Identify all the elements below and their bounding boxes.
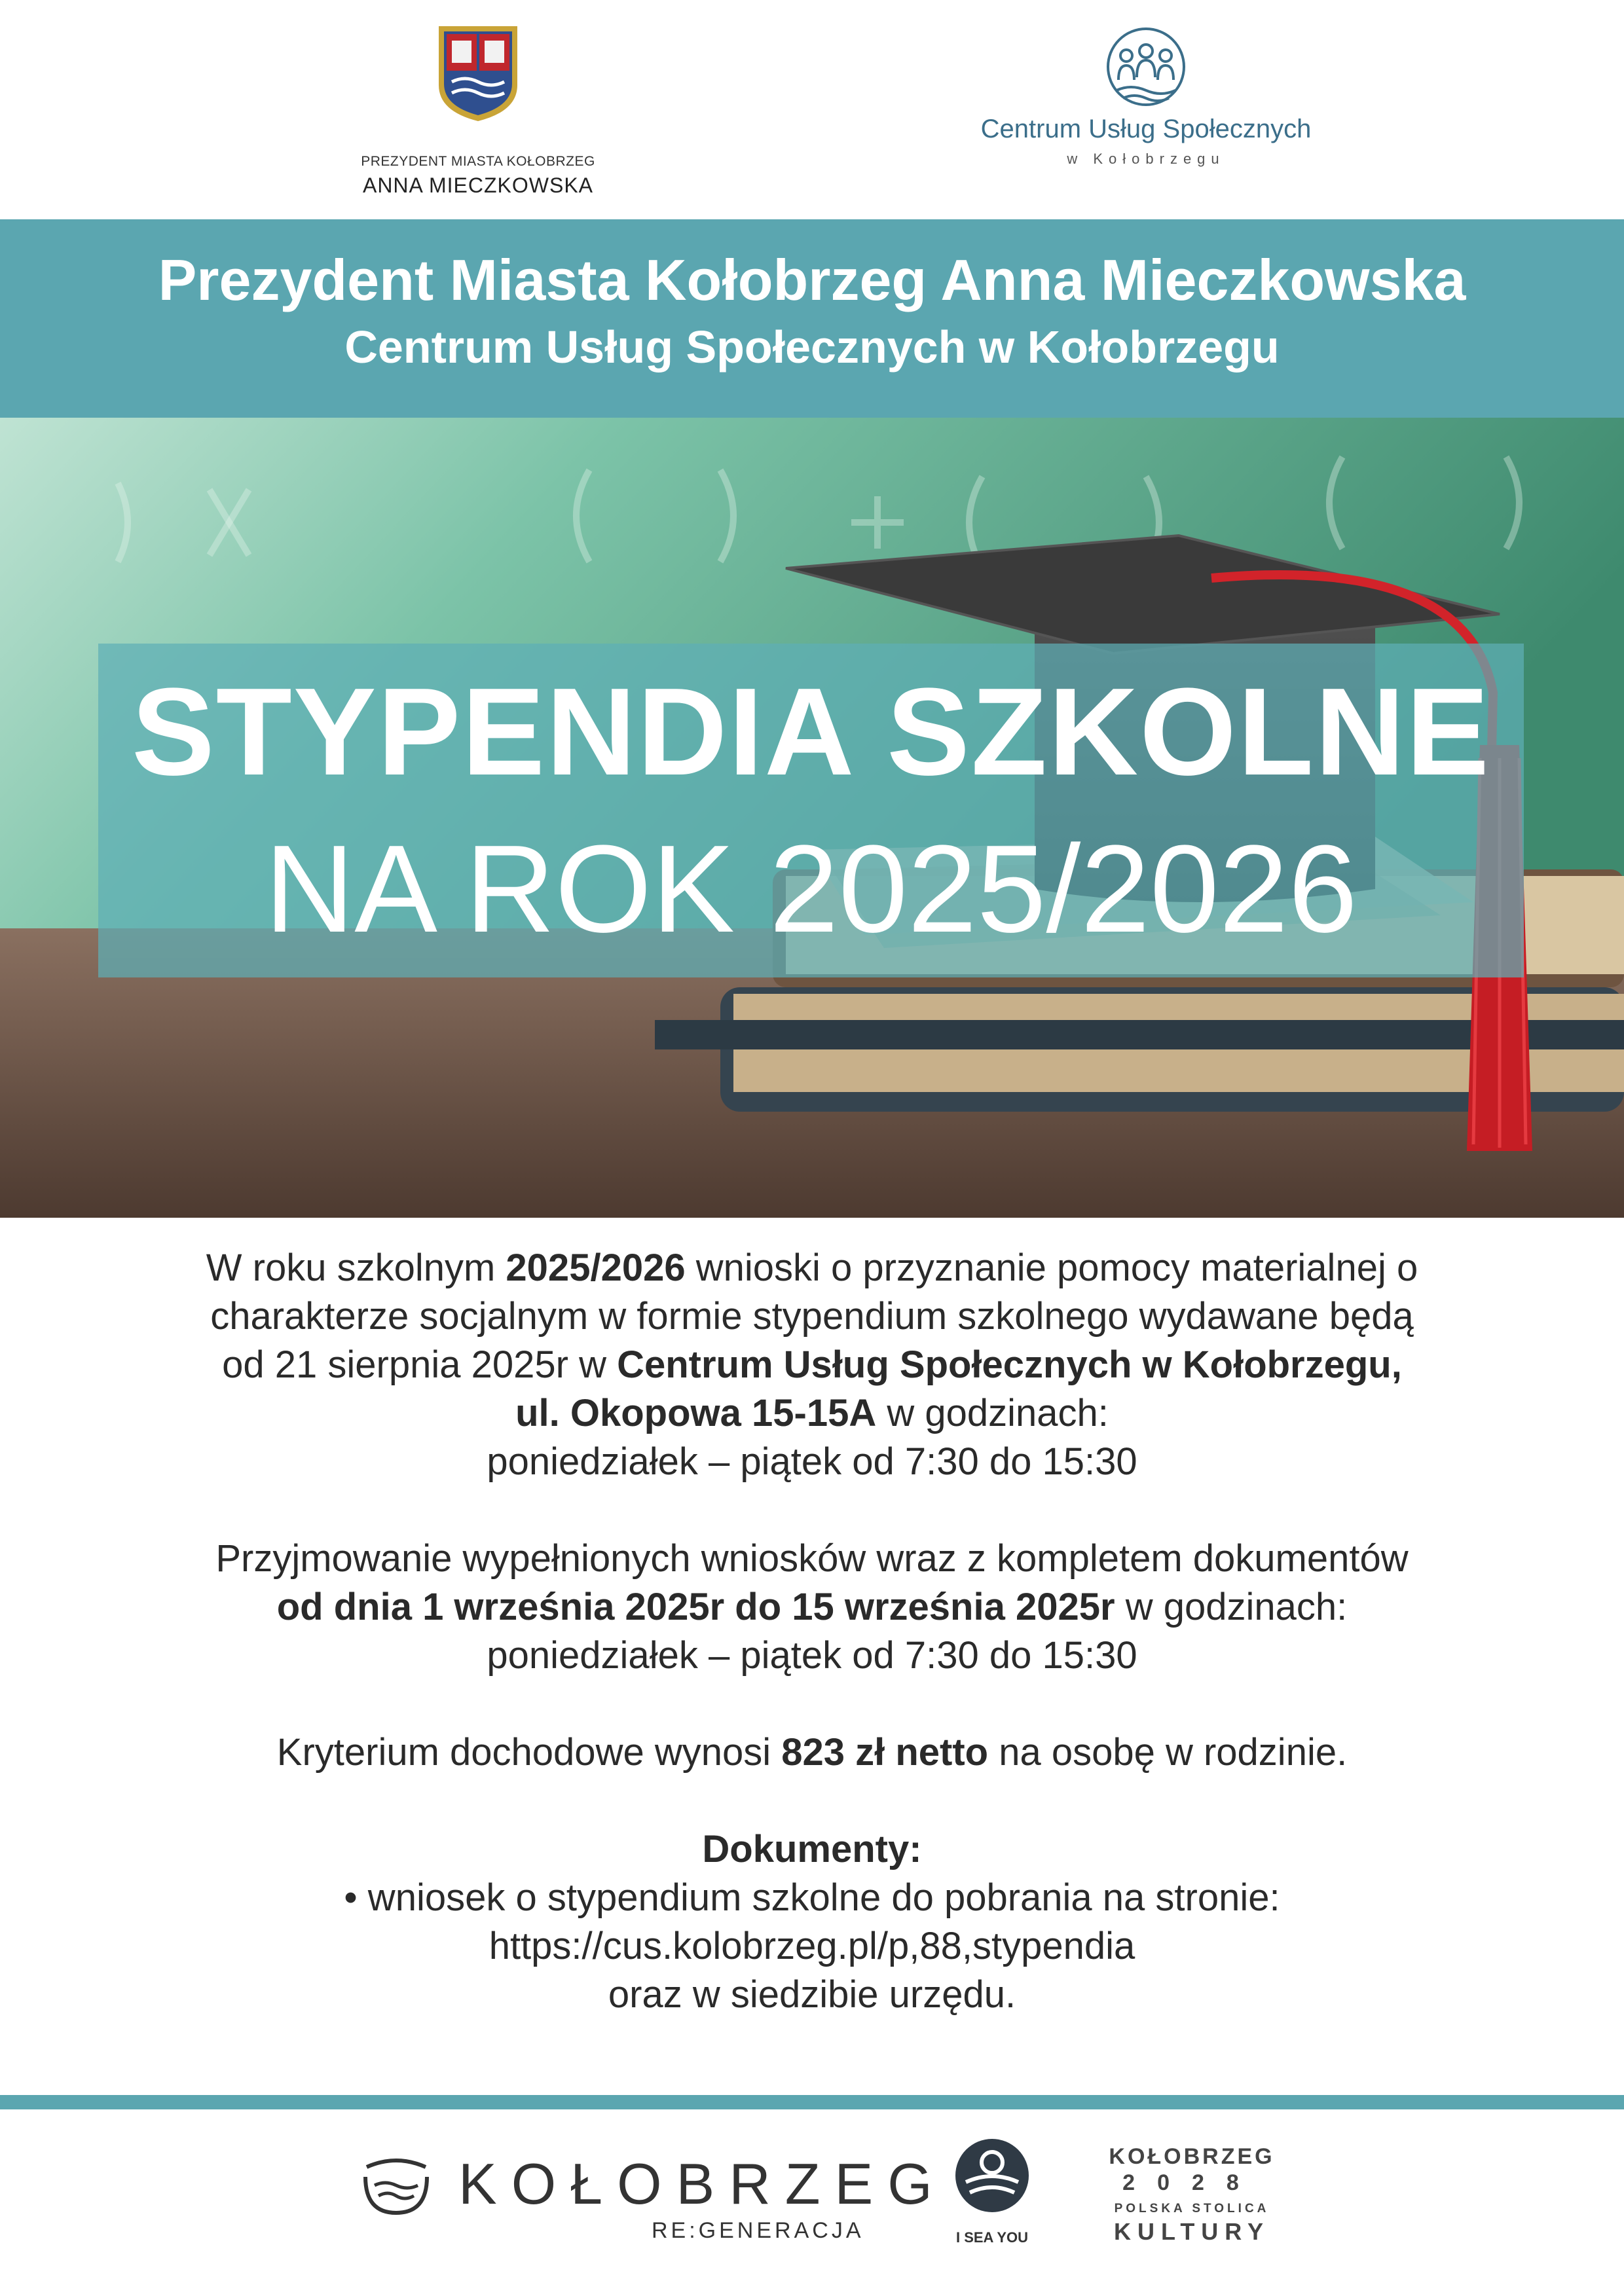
hero-title: STYPENDIA SZKOLNE	[132, 663, 1490, 801]
income-threshold: 823 zł netto	[781, 1731, 989, 1774]
culture-capital-year: 2028	[1122, 2170, 1261, 2195]
submission-hours: poniedziałek – piątek od 7:30 do 15:30	[487, 1634, 1137, 1677]
office-address: ul. Okopowa 15-15A	[515, 1392, 877, 1434]
title-band	[0, 219, 1624, 418]
paragraph-issuing	[65, 1244, 1559, 1486]
i-sea-you-label: I SEA YOU	[955, 2229, 1029, 2246]
kolobrzeg-wordmark: KOŁOBRZEG	[458, 2151, 947, 2216]
documents-section	[65, 1825, 1559, 2019]
submission-dates: od dnia 1 września 2025r do 15 września 2025r	[276, 1586, 1115, 1628]
bullet-icon: •	[344, 1876, 358, 1919]
documents-heading: Dokumenty:	[702, 1828, 922, 1870]
paragraph-criterion	[65, 1728, 1559, 1777]
band-subtitle: Centrum Usług Społecznych w Kołobrzegu	[344, 321, 1280, 373]
p1-a: W roku szkolnym	[206, 1247, 506, 1289]
kolobrzeg-logo	[360, 2141, 947, 2246]
cus-logo-line2: w Kołobrzegu	[1067, 151, 1225, 167]
coat-of-arms-icon	[432, 20, 524, 124]
culture-capital-line1: KOŁOBRZEG	[1109, 2144, 1275, 2169]
president-logo	[354, 20, 602, 197]
band-title: Prezydent Miasta Kołobrzeg Anna Mieczkowska	[158, 247, 1466, 312]
p1-c: wnioski o przyznanie pomocy materialnej o	[685, 1247, 1418, 1289]
cus-logo	[963, 26, 1329, 177]
p3-a: Kryterium dochodowe wynosi	[276, 1731, 782, 1774]
footer-divider	[0, 2095, 1624, 2109]
president-logo-line1: PREZYDENT MIASTA KOŁOBRZEG	[361, 154, 595, 169]
documents-tail: oraz w siedzibie urzędu.	[608, 1973, 1016, 2016]
office-name: Centrum Usług Społecznych w Kołobrzegu,	[617, 1343, 1402, 1386]
i-sea-you-logo	[943, 2138, 1041, 2255]
p3-c: na osobę w rodzinie.	[988, 1731, 1348, 1774]
announcement-body	[65, 1244, 1559, 2019]
hero-subtitle: NA ROK 2025/2026	[265, 820, 1357, 958]
hero-section	[0, 418, 1624, 1218]
office-hours: poniedziałek – piątek od 7:30 do 15:30	[487, 1440, 1137, 1483]
p1-e: od 21 sierpnia 2025r w	[222, 1343, 618, 1386]
documents-link[interactable]: https://cus.kolobrzeg.pl/p,88,stypendia	[489, 1925, 1135, 1967]
p2-c: w godzinach:	[1115, 1586, 1348, 1628]
p2-a: Przyjmowanie wypełnionych wniosków wraz z kompletem dokumentów	[215, 1537, 1409, 1580]
cus-logo-line1: Centrum Usług Społecznych	[980, 115, 1312, 143]
culture-capital-line4: KULTURY	[1114, 2218, 1270, 2245]
culture-capital-logo	[1100, 2144, 1283, 2249]
p1-h: w godzinach:	[876, 1392, 1109, 1434]
school-year: 2025/2026	[506, 1247, 686, 1289]
regeneracja-tagline: RE:GENERACJA	[652, 2218, 864, 2243]
p1-d: charakterze socjalnym w formie stypendium szkolnego wydawane będą	[210, 1295, 1414, 1338]
i-sea-you-icon	[954, 2138, 1030, 2214]
president-logo-line2: ANNA MIECZKOWSKA	[362, 173, 594, 197]
documents-item: wniosek o stypendium szkolne do pobrania na stronie:	[357, 1876, 1280, 1919]
wave-bowl-icon	[360, 2147, 432, 2219]
community-people-icon	[1100, 26, 1192, 111]
paragraph-submission	[65, 1535, 1559, 1680]
culture-capital-line3: POLSKA STOLICA	[1114, 2202, 1270, 2215]
